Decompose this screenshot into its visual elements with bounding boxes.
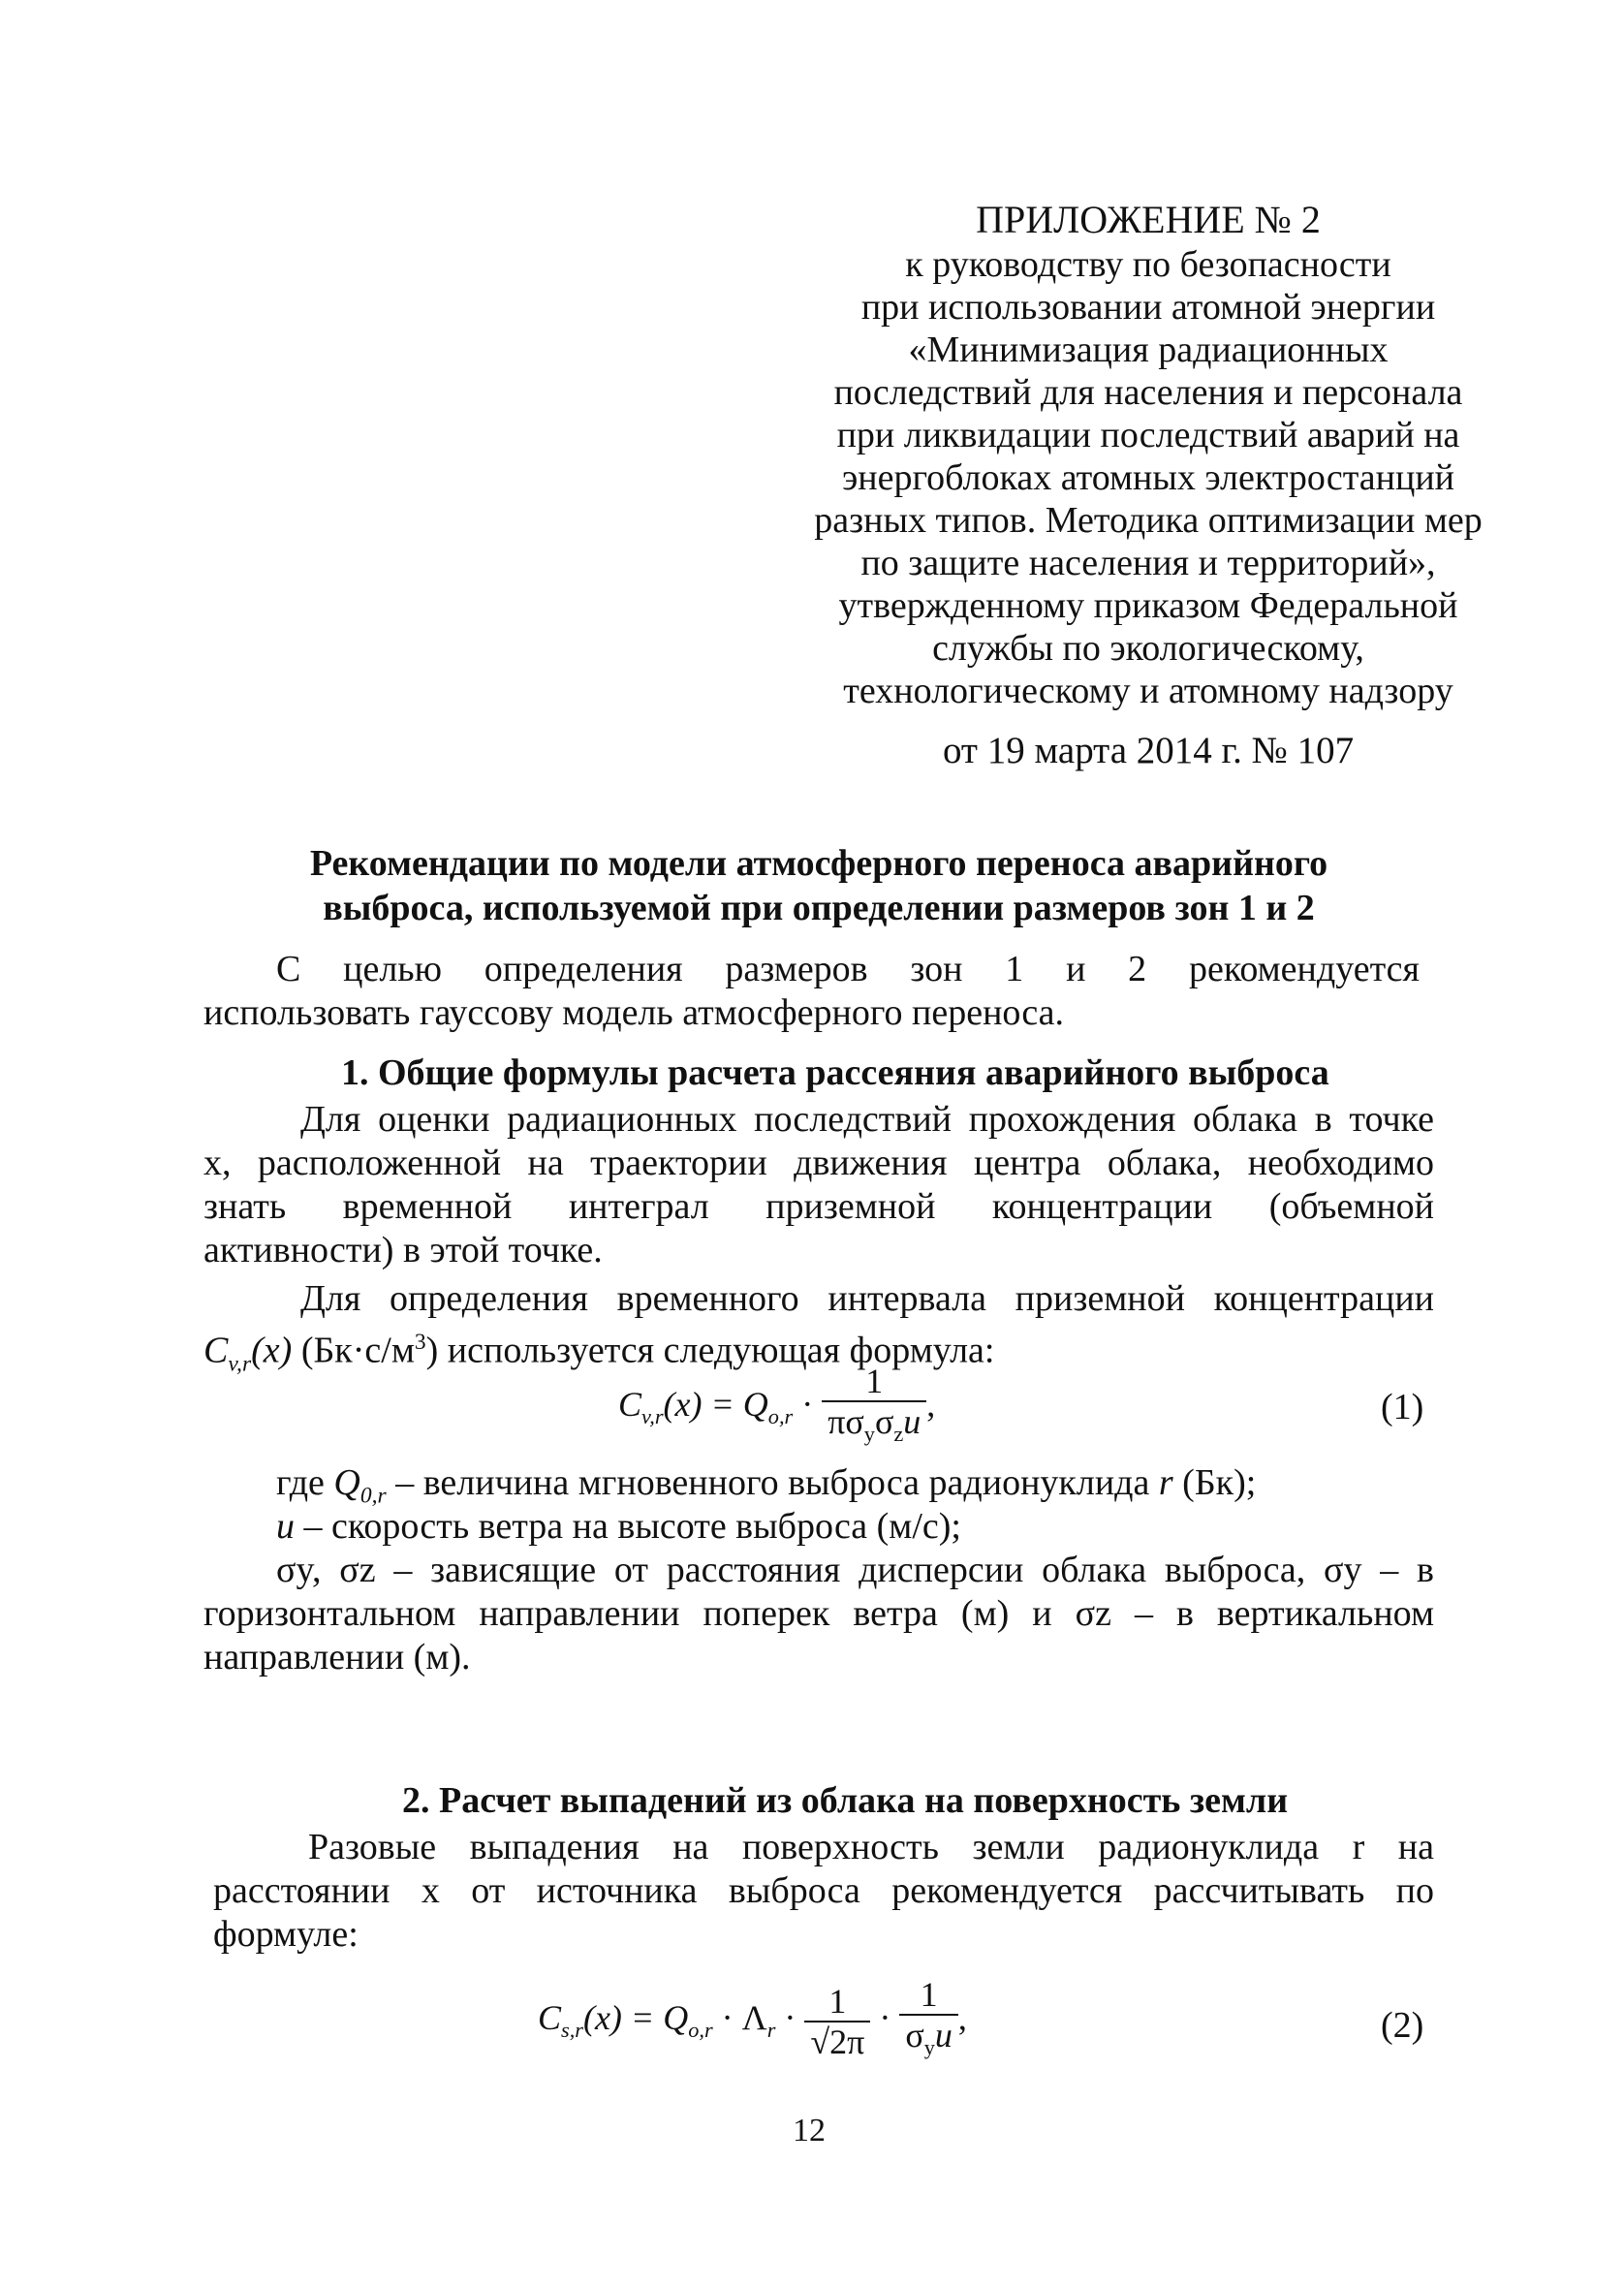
paragraph-line: знать временной интеграл приземной концентрации (объемной [203,1186,1434,1227]
definition-line: σy, σz – зависящие от расстояния дисперсии облака выброса, σy – в [276,1550,1434,1590]
document-heading [203,841,1434,930]
fraction-denominator: $\pi\sigma_y\sigma_zu$ [828,1402,921,1447]
variable: Q [333,1462,360,1503]
formula-2: $C_{s,r}(x) = Q_{o,r} \cdot \Lambda_r$ · $\frac{1}{√2\pi}$ · $\frac{1}{\sigma_yu}$ , [538,1975,967,2067]
paragraph-line: активности) в этой точке. [203,1230,603,1270]
unit-text: (Бк·с/м [292,1330,415,1371]
paragraph-line: Для определения временного интервала приземной концентрации [300,1278,1434,1319]
paragraph-line: Для оценки радиационных последствий прохождения облака в точке [300,1099,1434,1140]
paragraph-text: ) используется следующая формула: [425,1330,995,1371]
section-2-title: 2. Расчет выпадений из облака на поверхность земли [402,1780,1289,1821]
formula-subscript: v,r [641,1404,664,1429]
section-1-title: 1. Общие формулы расчета рассеяния аварийного выброса [341,1052,1329,1093]
appendix-line: энергоблоках атомных электростанций [841,457,1454,498]
appendix-line: службы по экологическому, [932,628,1364,669]
intro-line: использовать гауссову модель атмосферного переноса. [203,992,1065,1033]
definition-line: u – скорость ветра на высоте выброса (м/с); [276,1506,961,1547]
equation-number: (1) [1381,1387,1424,1427]
appendix-title: ПРИЛОЖЕНИЕ № 2 [976,198,1321,241]
heading-line: Рекомендации по модели атмосферного переноса аварийного [309,843,1328,884]
appendix-line: по защите населения и территорий», [860,543,1436,583]
page-number: 12 [793,2113,826,2148]
intro-line: С целью определения размеров зон 1 и 2 рекомендуется [276,949,1420,989]
appendix-header [795,199,1502,772]
appendix-line: «Минимизация радиационных [908,329,1389,370]
variable: (x) [251,1330,293,1371]
appendix-line: утвержденному приказом Федеральной [838,585,1458,626]
formula-operator: · Λ [712,1997,767,2037]
fraction [822,1362,926,1454]
appendix-line: технологическому и атомному надзору [843,671,1453,711]
fraction-numerator: 1 [822,1362,926,1402]
formula-symbol: Q [663,1997,689,2037]
subscript: v,r [228,1351,252,1377]
paragraph-line: Разовые выпадения на поверхность земли радионуклида r на [308,1827,1434,1867]
formula-punct: , [926,1384,936,1424]
definition-line: горизонтальном направлении поперек ветра (м) и σz – в вертикальном [203,1593,1434,1634]
variable: u [276,1506,295,1547]
appendix-line: при ликвидации последствий аварий на [836,415,1460,455]
variable: C [203,1330,229,1371]
definition-line: направлении (м). [203,1637,471,1678]
formula-subscript: o,r [767,1404,794,1429]
paragraph-line: x, расположенной на траектории движения центра облака, необходимо [203,1143,1434,1183]
paragraph-line: формуле: [213,1914,359,1955]
formula-symbol: Q [742,1384,768,1424]
fraction: $\frac{1}{\sigma_yu}$ [899,1975,958,2067]
appendix-line: последствий для населения и персонала [833,372,1463,413]
superscript: 3 [414,1330,426,1355]
definition-line: где $Q_{0,r}$ – величина мгновенного выброса радионуклида r (Бк); [276,1462,1257,1509]
formula-symbol: C [618,1384,642,1424]
paragraph-line: расстоянии x от источника выброса рекомендуется рассчитывать по [213,1870,1434,1911]
heading-line: выброса, используемой при определении размеров зон 1 и 2 [323,888,1315,928]
formula-1 [618,1362,935,1454]
variable: r [1158,1462,1173,1503]
equation-number: (2) [1381,2005,1424,2046]
formula-operator: · [793,1384,823,1424]
appendix-date: от 19 марта 2014 г. № 107 [942,730,1355,771]
appendix-line: при использовании атомной энергии [860,287,1436,328]
appendix-line: к руководству по безопасности [905,244,1391,285]
formula-symbol: C [538,1997,562,2037]
appendix-line: разных типов. Методика оптимизации мер [814,500,1483,541]
fraction: $\frac{1}{√2\pi}$ [804,1982,870,2061]
formula-symbol: (x) = [663,1384,743,1424]
